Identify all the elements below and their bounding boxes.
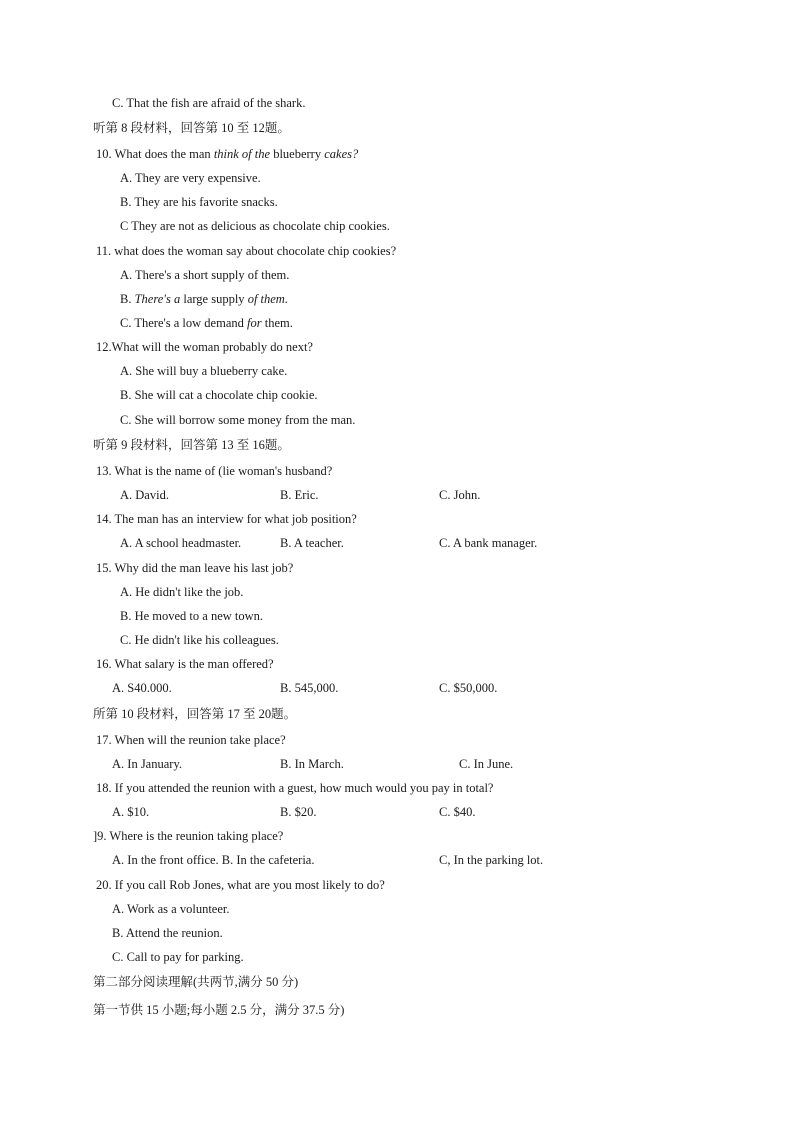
q13-option-c: C. John. <box>439 488 481 502</box>
question-11: 11. what does the woman say about chocolate chip cookies? <box>96 244 397 258</box>
q10-option-b: B. They are his favorite snacks. <box>120 195 278 209</box>
q17-option-a: A. In January. <box>112 757 183 771</box>
part-2-heading: 第二部分阅读理解(共两节,满分 50 分) <box>93 975 299 989</box>
q12-option-b: B. She will cat a chocolate chip cookie. <box>120 388 318 402</box>
q14-option-b: B. A teacher. <box>280 536 344 550</box>
question-17: 17. When will the reunion take place? <box>96 733 286 747</box>
q14-option-a: A. A school headmaster. <box>120 536 242 550</box>
q16-option-c: C. $50,000. <box>439 681 498 695</box>
q20-option-a: A. Work as a volunteer. <box>112 902 230 916</box>
q11-option-b: B. There's a large supply of them. <box>120 292 288 306</box>
question-20: 20. If you call Rob Jones, what are you most likely to do? <box>96 878 385 892</box>
q15-option-c: C. He didn't like his colleagues. <box>120 633 279 647</box>
question-10: 10. What does the man think of the blueberry cakes? <box>96 147 359 161</box>
section-8-instruction: 听第 8 段材料，回答第 10 至 12题。 <box>93 121 290 135</box>
section-9-instruction: 听第 9 段材料，回答第 13 至 16题。 <box>93 438 290 452</box>
question-19: ]9. Where is the reunion taking place? <box>93 829 284 843</box>
q14-option-c: C. A bank manager. <box>439 536 538 550</box>
q18-option-a: A. $10. <box>112 805 150 819</box>
q16-option-b: B. 545,000. <box>280 681 339 695</box>
q15-option-a: A. He didn't like the job. <box>120 585 244 599</box>
part-2-section-1-heading: 第一节供 15 小题;每小题 2.5 分，满分 37.5 分) <box>93 1003 345 1017</box>
question-16: 16. What salary is the man offered? <box>96 657 274 671</box>
question-18: 18. If you attended the reunion with a guest, how much would you pay in total? <box>96 781 494 795</box>
q20-option-c: C. Call to pay for parking. <box>112 950 244 964</box>
section-10-instruction: 所第 10 段材料，回答第 17 至 20题。 <box>93 707 297 721</box>
q17-option-b: B. In March. <box>280 757 344 771</box>
q15-option-b: B. He moved to a new town. <box>120 609 264 623</box>
q18-option-b: B. $20. <box>280 805 317 819</box>
question-13: 13. What is the name of (lie woman's husband? <box>96 464 333 478</box>
q13-option-a: A. David. <box>120 488 169 502</box>
q12-option-c: C. She will borrow some money from the man. <box>120 413 356 427</box>
q20-option-b: B. Attend the reunion. <box>112 926 223 940</box>
q11-option-c: C. There's a low demand for them. <box>120 316 293 330</box>
question-12: 12.What will the woman probably do next? <box>96 340 313 354</box>
question-15: 15. Why did the man leave his last job? <box>96 561 294 575</box>
q10-option-c: C They are not as delicious as chocolate chip cookies. <box>120 219 390 233</box>
q18-option-c: C. $40. <box>439 805 476 819</box>
q10-option-a: A. They are very expensive. <box>120 171 261 185</box>
q17-option-c: C. In June. <box>459 757 514 771</box>
q12-option-a: A. She will buy a blueberry cake. <box>120 364 288 378</box>
question-14: 14. The man has an interview for what job position? <box>96 512 357 526</box>
q19-options-a-b: A. In the front office. B. In the cafeteria. <box>112 853 315 867</box>
q16-option-a: A. S40.000. <box>112 681 172 695</box>
q9-option-c: C. That the fish are afraid of the shark. <box>112 96 306 110</box>
q13-option-b: B. Eric. <box>280 488 319 502</box>
q19-option-c: C, In the parking lot. <box>439 853 544 867</box>
q11-option-a: A. There's a short supply of them. <box>120 268 290 282</box>
